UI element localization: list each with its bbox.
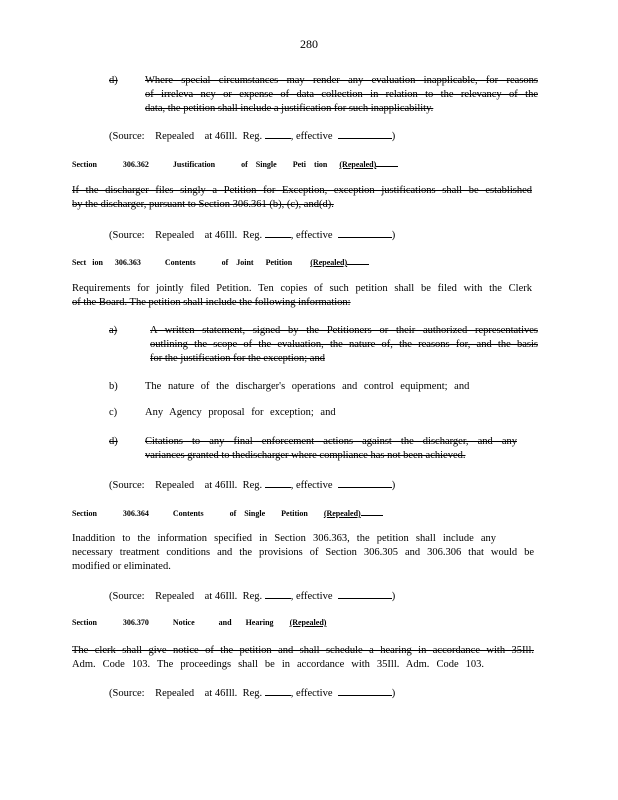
- item-a-label: a): [109, 325, 118, 336]
- blank-line: [338, 477, 392, 488]
- text-line: by the discharger, pursuant to Section 306.361 (b), (c), and(d).: [72, 199, 334, 210]
- section-heading-306-364: Section 306.364 Contents of Single Petition (Repealed): [72, 507, 383, 519]
- blank-line: [338, 588, 392, 599]
- blank-line: [265, 227, 291, 238]
- blank-line: [265, 477, 291, 488]
- blank-line: [338, 227, 392, 238]
- text-line: Where special circumstances may render any evaluation inapplicable, for reasons: [145, 75, 538, 86]
- blank-line: [338, 128, 392, 139]
- item-d2-label: d): [109, 436, 118, 447]
- text-line: for the justification for the exception; and: [150, 353, 325, 364]
- source-note: (Source: Repealed at 46Ill. Reg. , effective ): [109, 227, 395, 243]
- text-line: outlining the scope of the evaluation, the nature of, the reasons for, and the basis: [150, 339, 538, 350]
- item-b-label: b): [109, 381, 118, 392]
- text-line: of irreleva ncy or expense of data collection in relation to the relevancy of the: [145, 89, 538, 100]
- blank-line: [338, 685, 392, 696]
- section-306-362-body: [72, 184, 532, 212]
- item-a-text: [150, 324, 538, 366]
- source-note: (Source: Repealed at 46Ill. Reg. , effective ): [109, 685, 395, 701]
- blank-line: [265, 685, 291, 696]
- text-line: If the discharger files singly a Petition for Exception, exception justifications shall be established: [72, 185, 532, 196]
- section-306-370-body: [72, 644, 534, 672]
- source-note: (Source: Repealed at 46Ill. Reg. , effective ): [109, 588, 395, 604]
- text-line: of the Board. The petition shall include the following information:: [72, 297, 351, 308]
- text-line: necessary treatment conditions and the provisions of Section 306.305 and 306.306 that would be: [72, 547, 534, 558]
- text-line: A written statement, signed by the Petitioners or their authorized representatives: [150, 325, 538, 336]
- text-line: data, the petition shall include a justification for such inapplicability.: [145, 103, 434, 114]
- item-c-text: Any Agency proposal for exception; and: [145, 407, 336, 418]
- text-line: Citations to any final enforcement actions against the discharger, and any: [145, 436, 517, 447]
- item-d2-text: [145, 435, 517, 463]
- item-b-text: The nature of the discharger's operations and control equipment; and: [145, 381, 470, 392]
- section-306-364-body: [72, 532, 534, 574]
- source-note: (Source: Repealed at 46Ill. Reg. , effective ): [109, 477, 395, 493]
- blank-line: [265, 128, 291, 139]
- text-line: variances granted to thedischarger where compliance has not been achieved.: [145, 450, 466, 461]
- section-heading-306-362: Section 306.362 Justification of Single Peti tion (Repealed): [72, 158, 398, 170]
- text-line: The clerk shall give notice of the petition and shall schedule a hearing in accordance with 35Ill.: [72, 645, 534, 656]
- item-c-label: c): [109, 407, 118, 418]
- item-d-label: d): [109, 75, 118, 86]
- blank-line: [265, 588, 291, 599]
- text-line: Adm. Code 103. The proceedings shall be in accordance with 35Ill. Adm. Code 103.: [72, 659, 484, 670]
- page-number: 280: [300, 37, 318, 51]
- text-line: Requirements for jointly filed Petition. Ten copies of such petition shall be filed with the Clerk: [72, 283, 532, 294]
- text-line: Inaddition to the information specified in Section 306.363, the petition shall include any: [72, 533, 496, 544]
- section-306-363-body: [72, 282, 532, 310]
- source-note: (Source: Repealed at 46Ill. Reg. , effective ): [109, 128, 395, 144]
- text-line: modified or eliminated.: [72, 561, 171, 572]
- section-heading-306-370: Section 306.370 Notice and Hearing (Repealed): [72, 618, 327, 627]
- section-heading-306-363: Sect ion 306.363 Contents of Joint Petition (Repealed): [72, 256, 369, 268]
- item-d-text: [145, 74, 538, 116]
